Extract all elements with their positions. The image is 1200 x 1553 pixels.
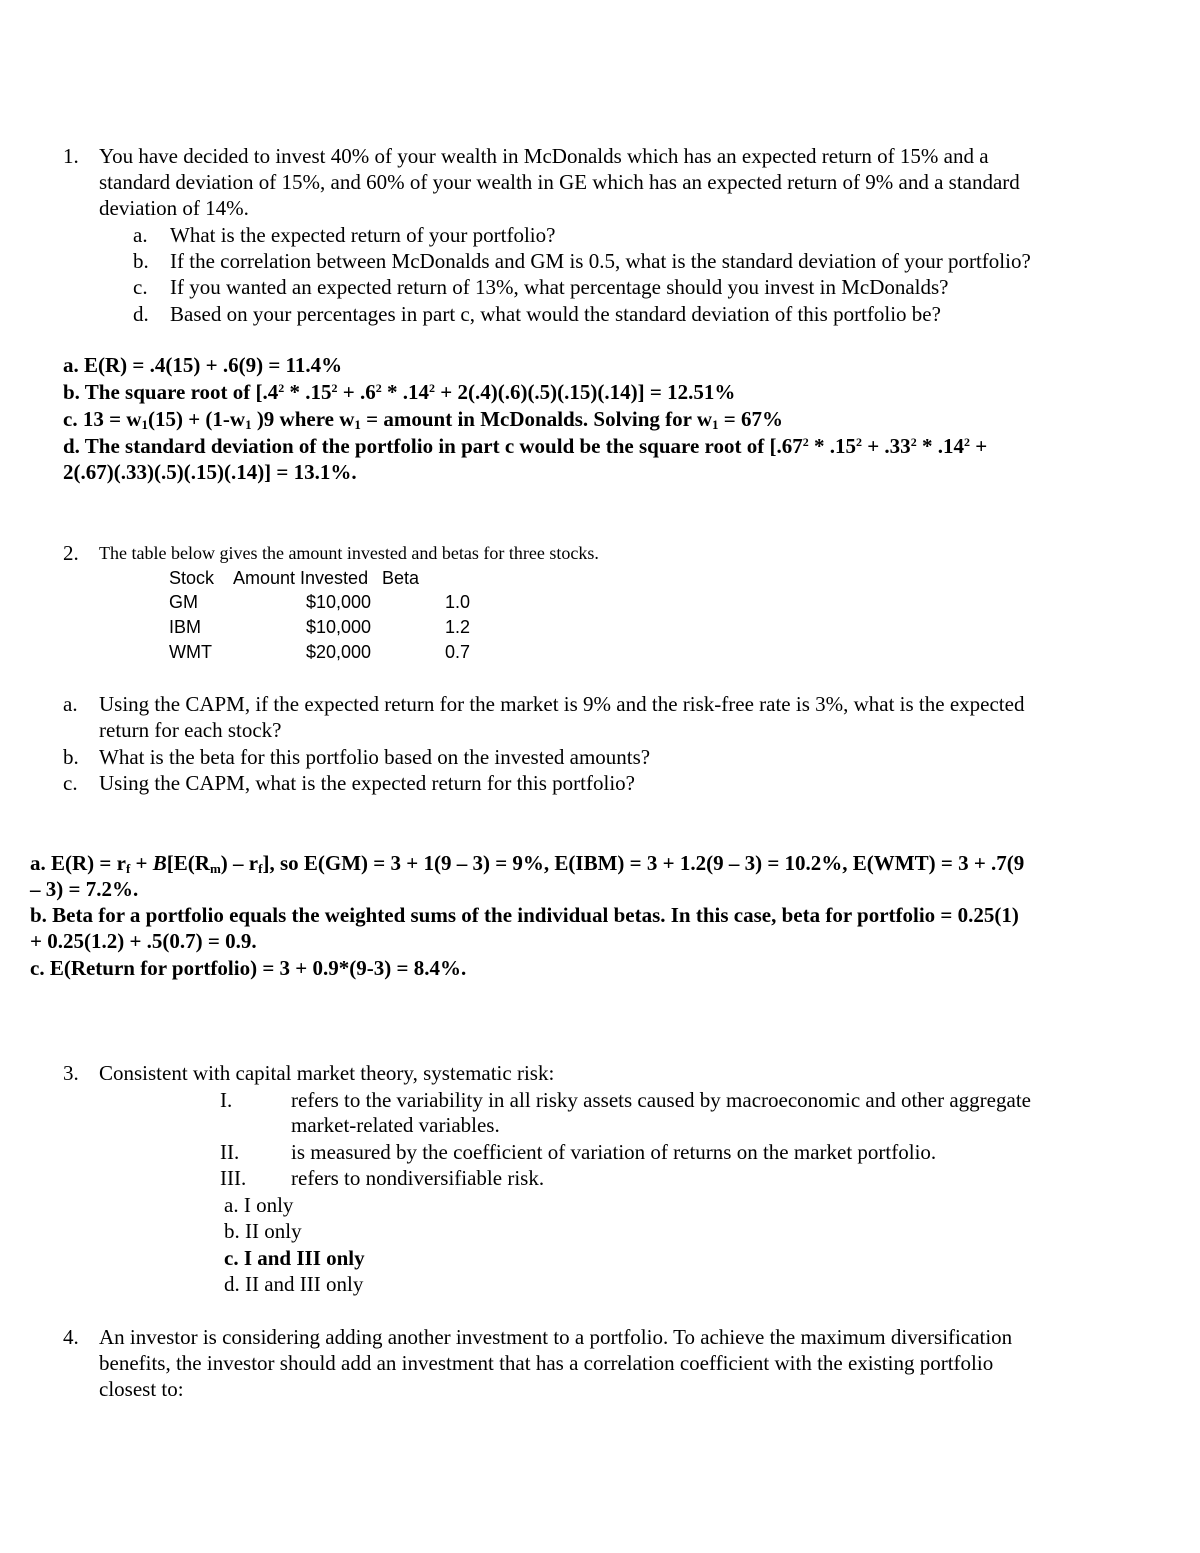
- question-text-line: deviation of 14%.: [99, 196, 249, 220]
- part-text: return for each stock?: [99, 718, 282, 742]
- answer-choice-correct: c. I and III only: [224, 1246, 365, 1270]
- table-cell-beta: 1.0: [445, 592, 471, 612]
- part-text: Using the CAPM, if the expected return for the market is 9% and the risk-free rate is 3%, what is the expected: [99, 692, 1025, 716]
- answer-a: a. E(R) = .4(15) + .6(9) = 11.4%: [63, 353, 343, 377]
- table-header-stock: Stock: [169, 568, 215, 588]
- part-letter: d.: [133, 302, 149, 326]
- answer-b-line-2: + 0.25(1.2) + .5(0.7) = 0.9.: [30, 929, 257, 953]
- question-text-line: closest to:: [99, 1377, 184, 1401]
- question-stem: Consistent with capital market theory, systematic risk:: [99, 1061, 555, 1085]
- table-cell-amount: $10,000: [306, 617, 372, 637]
- part-letter: c.: [133, 275, 148, 299]
- table-cell-amount: $20,000: [306, 642, 372, 662]
- statement-text: is measured by the coefficient of variation of returns on the market portfolio.: [291, 1140, 937, 1164]
- statement-text: market-related variables.: [291, 1113, 500, 1137]
- statement-numeral: II.: [220, 1140, 240, 1164]
- question-intro: The table below gives the amount invested and betas for three stocks.: [99, 543, 599, 563]
- answer-a-line-2: – 3) = 7.2%.: [30, 877, 139, 901]
- statement-text: refers to nondiversifiable risk.: [291, 1166, 545, 1190]
- part-text: What is the expected return of your portfolio?: [170, 223, 556, 247]
- answer-choice: b. II only: [224, 1219, 302, 1243]
- part-text: What is the beta for this portfolio based on the invested amounts?: [99, 745, 651, 769]
- question-number: 2.: [63, 541, 79, 565]
- question-text-line: benefits, the investor should add an investment that has a correlation coefficient with the existing portfolio: [99, 1351, 994, 1375]
- table-header-beta: Beta: [382, 568, 420, 588]
- table-cell-stock: IBM: [169, 617, 202, 637]
- statement-numeral: I.: [220, 1088, 233, 1112]
- statement-text: refers to the variability in all risky assets caused by macroeconomic and other aggregate: [291, 1088, 1031, 1112]
- table-cell-stock: WMT: [169, 642, 212, 662]
- question-text-line: You have decided to invest 40% of your wealth in McDonalds which has an expected return of 15% and a: [99, 144, 989, 168]
- part-text: Using the CAPM, what is the expected return for this portfolio?: [99, 771, 635, 795]
- answer-d-line-2: 2(.67)(.33)(.5)(.15)(.14)] = 13.1%.: [63, 460, 357, 484]
- table-cell-stock: GM: [169, 592, 198, 612]
- question-number: 3.: [63, 1061, 79, 1085]
- part-letter: b.: [133, 249, 149, 273]
- table-header-amount: Amount Invested: [233, 568, 369, 588]
- part-letter: b.: [63, 745, 79, 769]
- question-number: 1.: [63, 144, 79, 168]
- part-letter: c.: [63, 771, 78, 795]
- answer-b-line-1: b. Beta for a portfolio equals the weighted sums of the individual betas. In this case, beta for portfolio = 0.25(1): [30, 903, 1019, 927]
- answer-d-line-1: d. The standard deviation of the portfolio in part c would be the square root of [$.67^2 * .15^2 + .33^2 * .14^2$ +: [63, 434, 988, 458]
- answer-choice: a. I only: [224, 1193, 294, 1217]
- question-number: 4.: [63, 1325, 79, 1349]
- question-text-line: An investor is considering adding another investment to a portfolio. To achieve the maximum diversification: [99, 1325, 1013, 1349]
- table-cell-amount: $10,000: [306, 592, 372, 612]
- answer-b: b. The square root of $[.4^2 * .15^2 + .6^2 * .14^2 + 2(.4)(.6)(.5)(.15)(.14)] = 12.51\%$: [63, 380, 736, 404]
- answer-a-line-1: a. $E(R) = r_f + B[E(R_m) - r_f]$, so E(GM) = 3 + 1(9 – 3) = 9%, E(IBM) = 3 + 1.2(9 – 3) = 10.2%, E(WMT) = 3 + .7(9: [30, 851, 1025, 876]
- part-letter: a.: [133, 223, 148, 247]
- table-cell-beta: 1.2: [445, 617, 471, 637]
- answer-choice: d. II and III only: [224, 1272, 364, 1296]
- answer-c: c. $13 = w_1(15) + (1-w_1$ )9 where $w_1$ = amount in McDonalds. Solving for $w_1 = 67\%$: [63, 407, 783, 432]
- answer-c: c. E(Return for portfolio) = 3 + 0.9*(9-3) = 8.4%.: [30, 956, 467, 980]
- table-cell-beta: 0.7: [445, 642, 471, 662]
- question-text-line: standard deviation of 15%, and 60% of your wealth in GE which has an expected return of 9% and a standard: [99, 170, 1020, 194]
- part-text: Based on your percentages in part c, what would the standard deviation of this portfolio be?: [170, 302, 941, 326]
- statement-numeral: III.: [220, 1166, 247, 1190]
- part-letter: a.: [63, 692, 78, 716]
- part-text: If you wanted an expected return of 13%, what percentage should you invest in McDonalds?: [170, 275, 949, 299]
- part-text: If the correlation between McDonalds and GM is 0.5, what is the standard deviation of your portfolio?: [170, 249, 1031, 273]
